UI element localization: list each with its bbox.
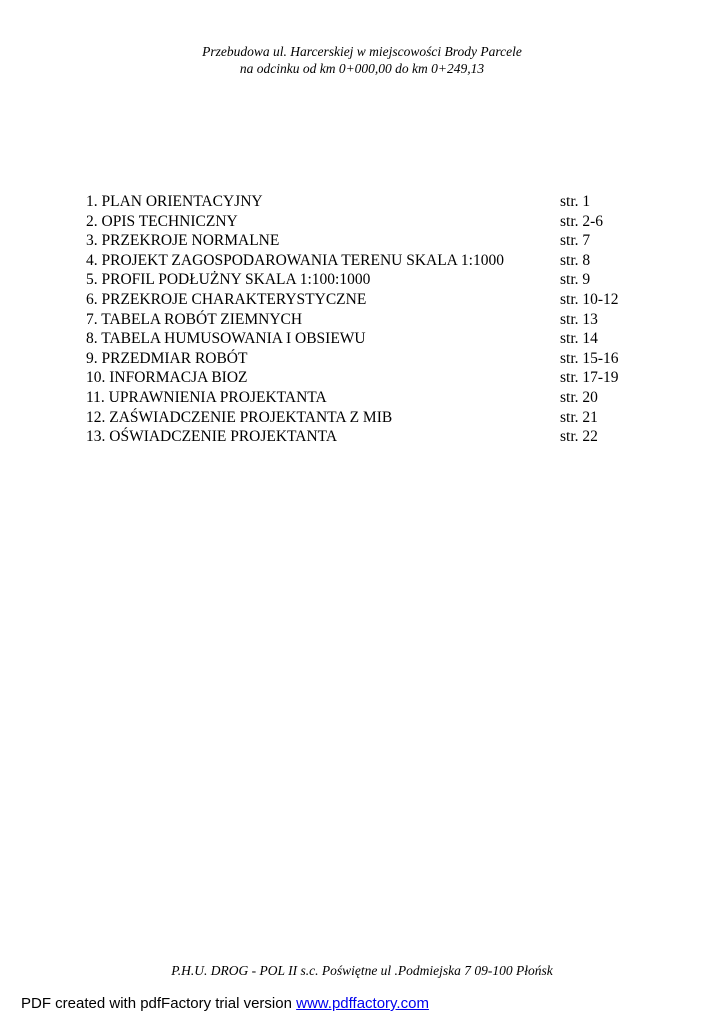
toc-item-page: str. 22 (560, 428, 598, 446)
toc-item (86, 329, 646, 349)
page-footer: P.H.U. DROG - POL II s.c. Poświętne ul .Podmiejska 7 09-100 Płońsk (171, 963, 553, 978)
toc-item-label: 10. INFORMACJA BIOZ (86, 369, 248, 387)
pdffactory-link[interactable]: www.pdffactory.com (296, 995, 429, 1012)
toc-item-label: 8. TABELA HUMUSOWANIA I OBSIEWU (86, 330, 366, 348)
toc-item-label: 6. PRZEKROJE CHARAKTERYSTYCZNE (86, 290, 367, 308)
toc-item-page: str. 14 (560, 330, 598, 348)
toc-item-label: 5. PROFIL PODŁUŻNY SKALA 1:100:1000 (86, 271, 371, 289)
table-of-contents (86, 192, 646, 447)
toc-item (86, 408, 646, 428)
toc-item-label: 12. ZAŚWIADCZENIE PROJEKTANTA Z MIB (86, 408, 393, 426)
toc-item-label: 11. UPRAWNIENIA PROJEKTANTA (86, 388, 327, 406)
pdf-note-text: PDF created with pdfFactory trial version (21, 995, 297, 1012)
toc-item-page: str. 7 (560, 232, 591, 250)
toc-item-page: str. 21 (560, 408, 598, 426)
toc-item-label: 4. PROJEKT ZAGOSPODAROWANIA TERENU SKALA 1:1000 (86, 251, 504, 269)
page-header (0, 43, 724, 77)
toc-item-page: str. 17-19 (560, 369, 619, 387)
header-project-title: Przebudowa ul. Harcerskiej w miejscowości Brody Parcele (202, 44, 522, 59)
header-project-range: na odcinku od km 0+000,00 do km 0+249,13 (239, 61, 485, 76)
toc-item-label: 9. PRZEDMIAR ROBÓT (86, 349, 248, 367)
toc-item-page: str. 2-6 (560, 212, 604, 230)
toc-item-label: 13. OŚWIADCZENIE PROJEKTANTA (86, 428, 338, 446)
toc-item (86, 212, 646, 232)
toc-item (86, 290, 646, 310)
toc-item-label: 3. PRZEKROJE NORMALNE (86, 232, 280, 250)
toc-item-page: str. 20 (560, 388, 598, 406)
toc-item (86, 310, 646, 330)
toc-item (86, 388, 646, 408)
toc-item-page: str. 13 (560, 310, 598, 328)
toc-item-page: str. 8 (560, 251, 591, 269)
toc-item-label: 1. PLAN ORIENTACYJNY (86, 193, 263, 210)
toc-item-page: str. 9 (560, 271, 591, 289)
toc-item-label: 2. OPIS TECHNICZNY (86, 212, 238, 230)
pdf-watermark-note (21, 994, 429, 1014)
toc-item (86, 270, 646, 290)
toc-item-page: str. 1 (560, 193, 591, 210)
toc-item (86, 427, 646, 447)
toc-item (86, 349, 646, 369)
toc-item (86, 368, 646, 388)
toc-item (86, 192, 646, 212)
toc-item (86, 231, 646, 251)
toc-item-page: str. 10-12 (560, 290, 619, 308)
toc-item (86, 251, 646, 271)
toc-item-page: str. 15-16 (560, 349, 619, 367)
toc-item-label: 7. TABELA ROBÓT ZIEMNYCH (86, 310, 303, 328)
